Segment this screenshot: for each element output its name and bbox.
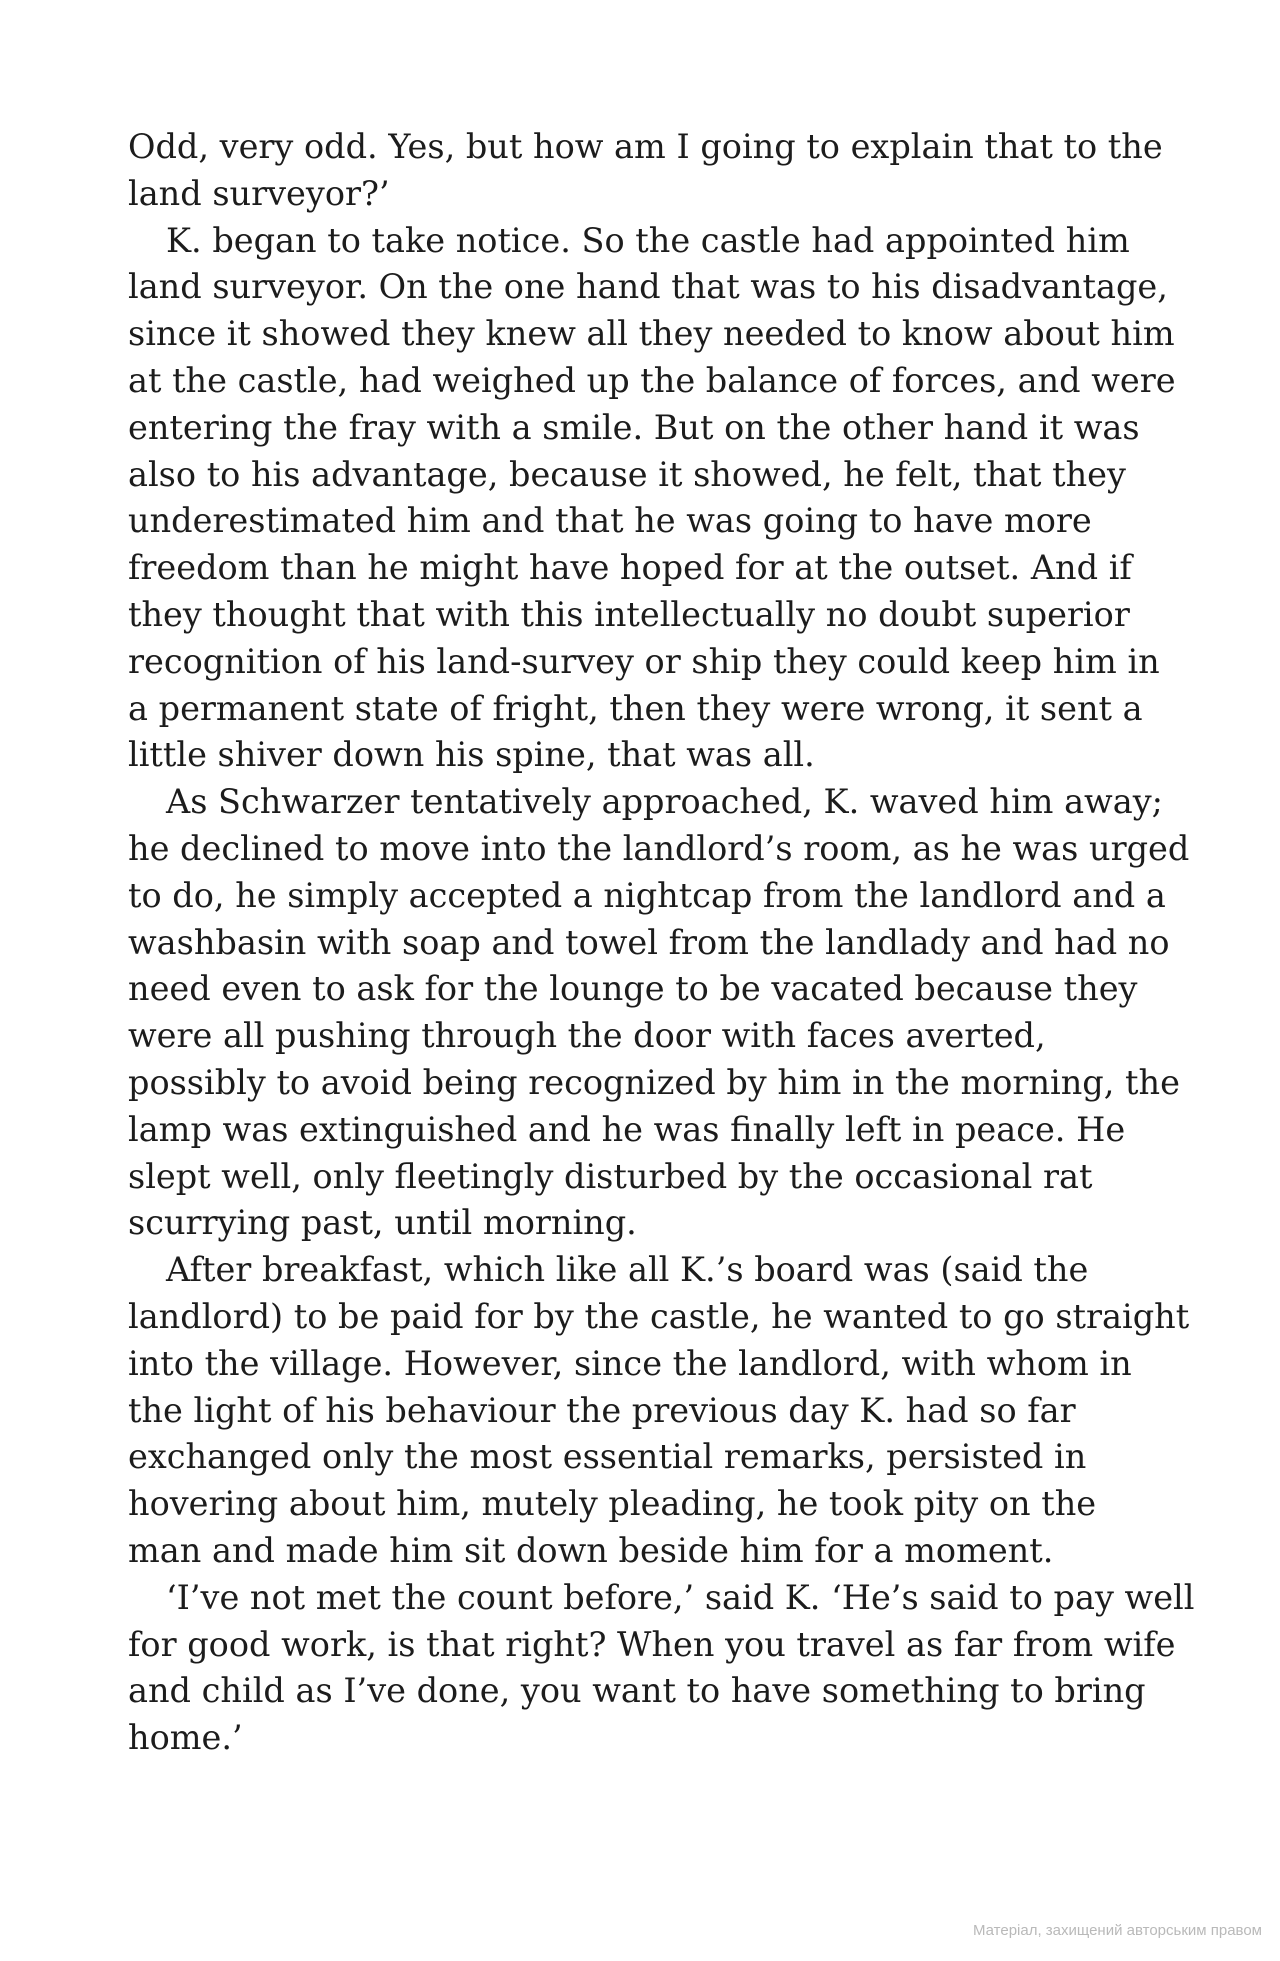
text-line: also to his advantage, because it showed, he felt, that they [128,454,1126,494]
text-line: he declined to move into the landlord’s room, as he was urged [128,828,1190,868]
text-line: little shiver down his spine, that was all. [128,735,815,775]
text-line: for good work, is that right? When you travel as far from wife [128,1624,1176,1664]
text-line: into the village. However, since the landlord, with whom in [128,1343,1132,1383]
text-line: at the castle, had weighed up the balance of forces, and were [128,360,1176,400]
text-line: slept well, only fleetingly disturbed by the occasional rat [128,1156,1093,1196]
text-line: to do, he simply accepted a nightcap from the landlord and a [128,875,1166,915]
text-line: scurrying past, until morning. [128,1203,637,1243]
text-line: need even to ask for the lounge to be vacated because they [128,969,1138,1009]
text-line: K. began to take notice. So the castle had appointed him [166,220,1130,260]
text-line: and child as I’ve done, you want to have something to bring [128,1671,1146,1711]
text-line: After breakfast, which like all K.’s board was (said the [166,1250,1089,1290]
text-line: land surveyor?’ [128,173,390,213]
text-line: land surveyor. On the one hand that was to his disadvantage, [128,267,1168,307]
page-body-text [128,124,1195,1762]
text-line: they thought that with this intellectually no doubt superior [128,594,1130,634]
copyright-watermark: Матеріал, захищений авторським правом [972,1922,1262,1939]
text-line: since it showed they knew all they needed to know about him [128,314,1175,354]
text-line: the light of his behaviour the previous day K. had so far [128,1390,1076,1430]
text-line: a permanent state of fright, then they were wrong, it sent a [128,688,1143,728]
text-line: were all pushing through the door with faces averted, [128,1016,1046,1056]
text-line: exchanged only the most essential remarks, persisted in [128,1437,1087,1477]
text-line: recognition of his land-survey or ship they could keep him in [128,641,1160,681]
text-line: ‘I’ve not met the count before,’ said K. ‘He’s said to pay well [166,1577,1195,1617]
text-line: washbasin with soap and towel from the landlady and had no [128,922,1170,962]
text-line: home.’ [128,1718,243,1758]
text-line: freedom than he might have hoped for at the outset. And if [128,548,1132,588]
text-line: landlord) to be paid for by the castle, he wanted to go straight [128,1296,1190,1336]
text-line: underestimated him and that he was going to have more [128,501,1092,541]
text-line: Odd, very odd. Yes, but how am I going to explain that to the [128,127,1163,166]
text-line: entering the fray with a smile. But on the other hand it was [128,407,1140,447]
text-line: hovering about him, mutely pleading, he took pity on the [128,1484,1097,1524]
text-line: As Schwarzer tentatively approached, K. waved him away; [166,782,1163,822]
text-line: possibly to avoid being recognized by him in the morning, the [128,1062,1180,1102]
text-line: man and made him sit down beside him for a moment. [128,1530,1054,1570]
text-line: lamp was extinguished and he was finally left in peace. He [128,1109,1126,1149]
